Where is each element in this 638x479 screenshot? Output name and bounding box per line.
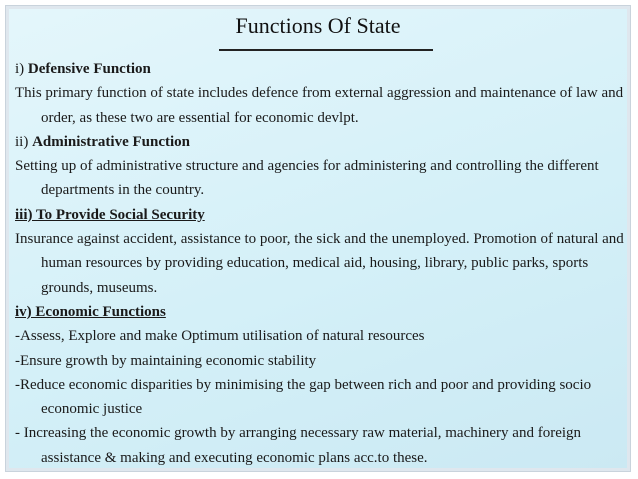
section-prefix: i) (15, 61, 28, 77)
heading-text: Administrative Function (32, 133, 191, 150)
section-text-administrative: Setting up of administrative structure and agencies for administering and controlling the different departments in the country. (15, 158, 599, 199)
economic-item: -Ensure growth by maintaining economic stability (15, 352, 317, 369)
heading-text: iv) Economic Functions (15, 303, 166, 320)
heading-text: Defensive Function (27, 61, 151, 77)
slide-body (15, 57, 625, 470)
section-heading-social-security (15, 203, 625, 227)
section-text-social-security: Insurance against accident, assistance to poor, the sick and the unemployed. Promotion of natural and human resources by providing education, medical aid, housing, library, public parks, sports grounds, museums. (15, 231, 624, 296)
slide (6, 6, 630, 471)
economic-item: -Reduce economic disparities by minimising the gap between rich and poor and providing socio economic justice (15, 376, 592, 418)
economic-item: - Increasing the economic growth by arranging necessary raw material, machinery and foreign assistance & making and executing economic plans acc.to these. (15, 425, 582, 466)
section-heading-economic (15, 300, 625, 324)
economic-item: -Assess, Explore and make Optimum utilisation of natural resources (15, 328, 425, 345)
slide-title: Functions Of State (235, 13, 401, 38)
section-text-defensive: This primary function of state includes defence from external aggression and maintenance of law and order, as these two are essential for economic devlpt. (15, 85, 624, 126)
section-prefix: ii) (15, 133, 33, 150)
section-heading-administrative (15, 130, 625, 154)
section-heading-defensive (15, 57, 625, 81)
heading-text: iii) To Provide Social Security (15, 206, 205, 223)
title-underline (219, 49, 433, 51)
